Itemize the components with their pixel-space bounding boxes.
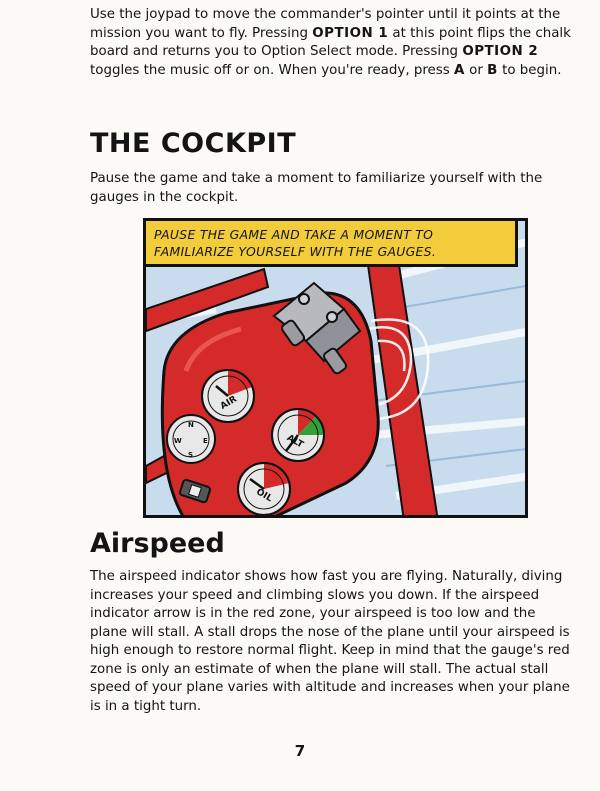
cockpit-illustration: [143, 218, 528, 518]
option1-key: OPTION 1: [312, 25, 389, 41]
compass-w-label: W: [174, 437, 182, 445]
oil-gauge-label: OIL: [254, 487, 274, 505]
airspeed-paragraph: The airspeed indicator shows how fast you are flying. Naturally, diving increases your speed and climbing slows you down. If the airspeed indicator arrow is in the red zone, your airspeed is too low and the plane will stall. A stall drops the nose of the plane until your airspeed is high enough to restore normal flight. Keep in mind that the gauge's red zone is only an estimate of when the plane will stall. The actual stall speed of your plane varies with altitude and increases when your plane is in a tight turn.: [90, 569, 570, 714]
panel-caption: PAUSE THE GAME AND TAKE A MOMENT TO FAMILIARIZE YOURSELF WITH THE GAUGES.: [146, 221, 518, 267]
air-gauge-label: AIR: [218, 394, 239, 412]
a-key: A: [454, 62, 465, 78]
cockpit-paragraph: Pause the game and take a moment to familiarize yourself with the gauges in the cockpit.: [90, 171, 543, 205]
airspeed-heading: Airspeed: [90, 528, 225, 559]
compass-e-label: E: [203, 437, 208, 445]
b-key: B: [487, 62, 498, 78]
compass-n-label: N: [188, 421, 194, 429]
option2-key: OPTION 2: [462, 44, 539, 59]
intro-text-1: Use the joypad to move the commander's pointer until it points at the mission you want to fly. Pressing: [90, 7, 561, 41]
cockpit-heading: THE COCKPIT: [90, 128, 297, 159]
intro-text-3: toggles the music off or on. When you're ready, press: [90, 62, 454, 78]
compass-s-label: S: [188, 451, 194, 459]
intro-paragraph: [90, 6, 576, 80]
alt-gauge-label: ALT: [284, 433, 305, 451]
intro-text-2: at this point flips the chalk board and returns you to Option Select mode. Pressing: [90, 25, 571, 59]
page-number: 7: [294, 742, 306, 760]
intro-or: or: [464, 62, 488, 78]
intro-text-4: to begin.: [497, 62, 562, 78]
